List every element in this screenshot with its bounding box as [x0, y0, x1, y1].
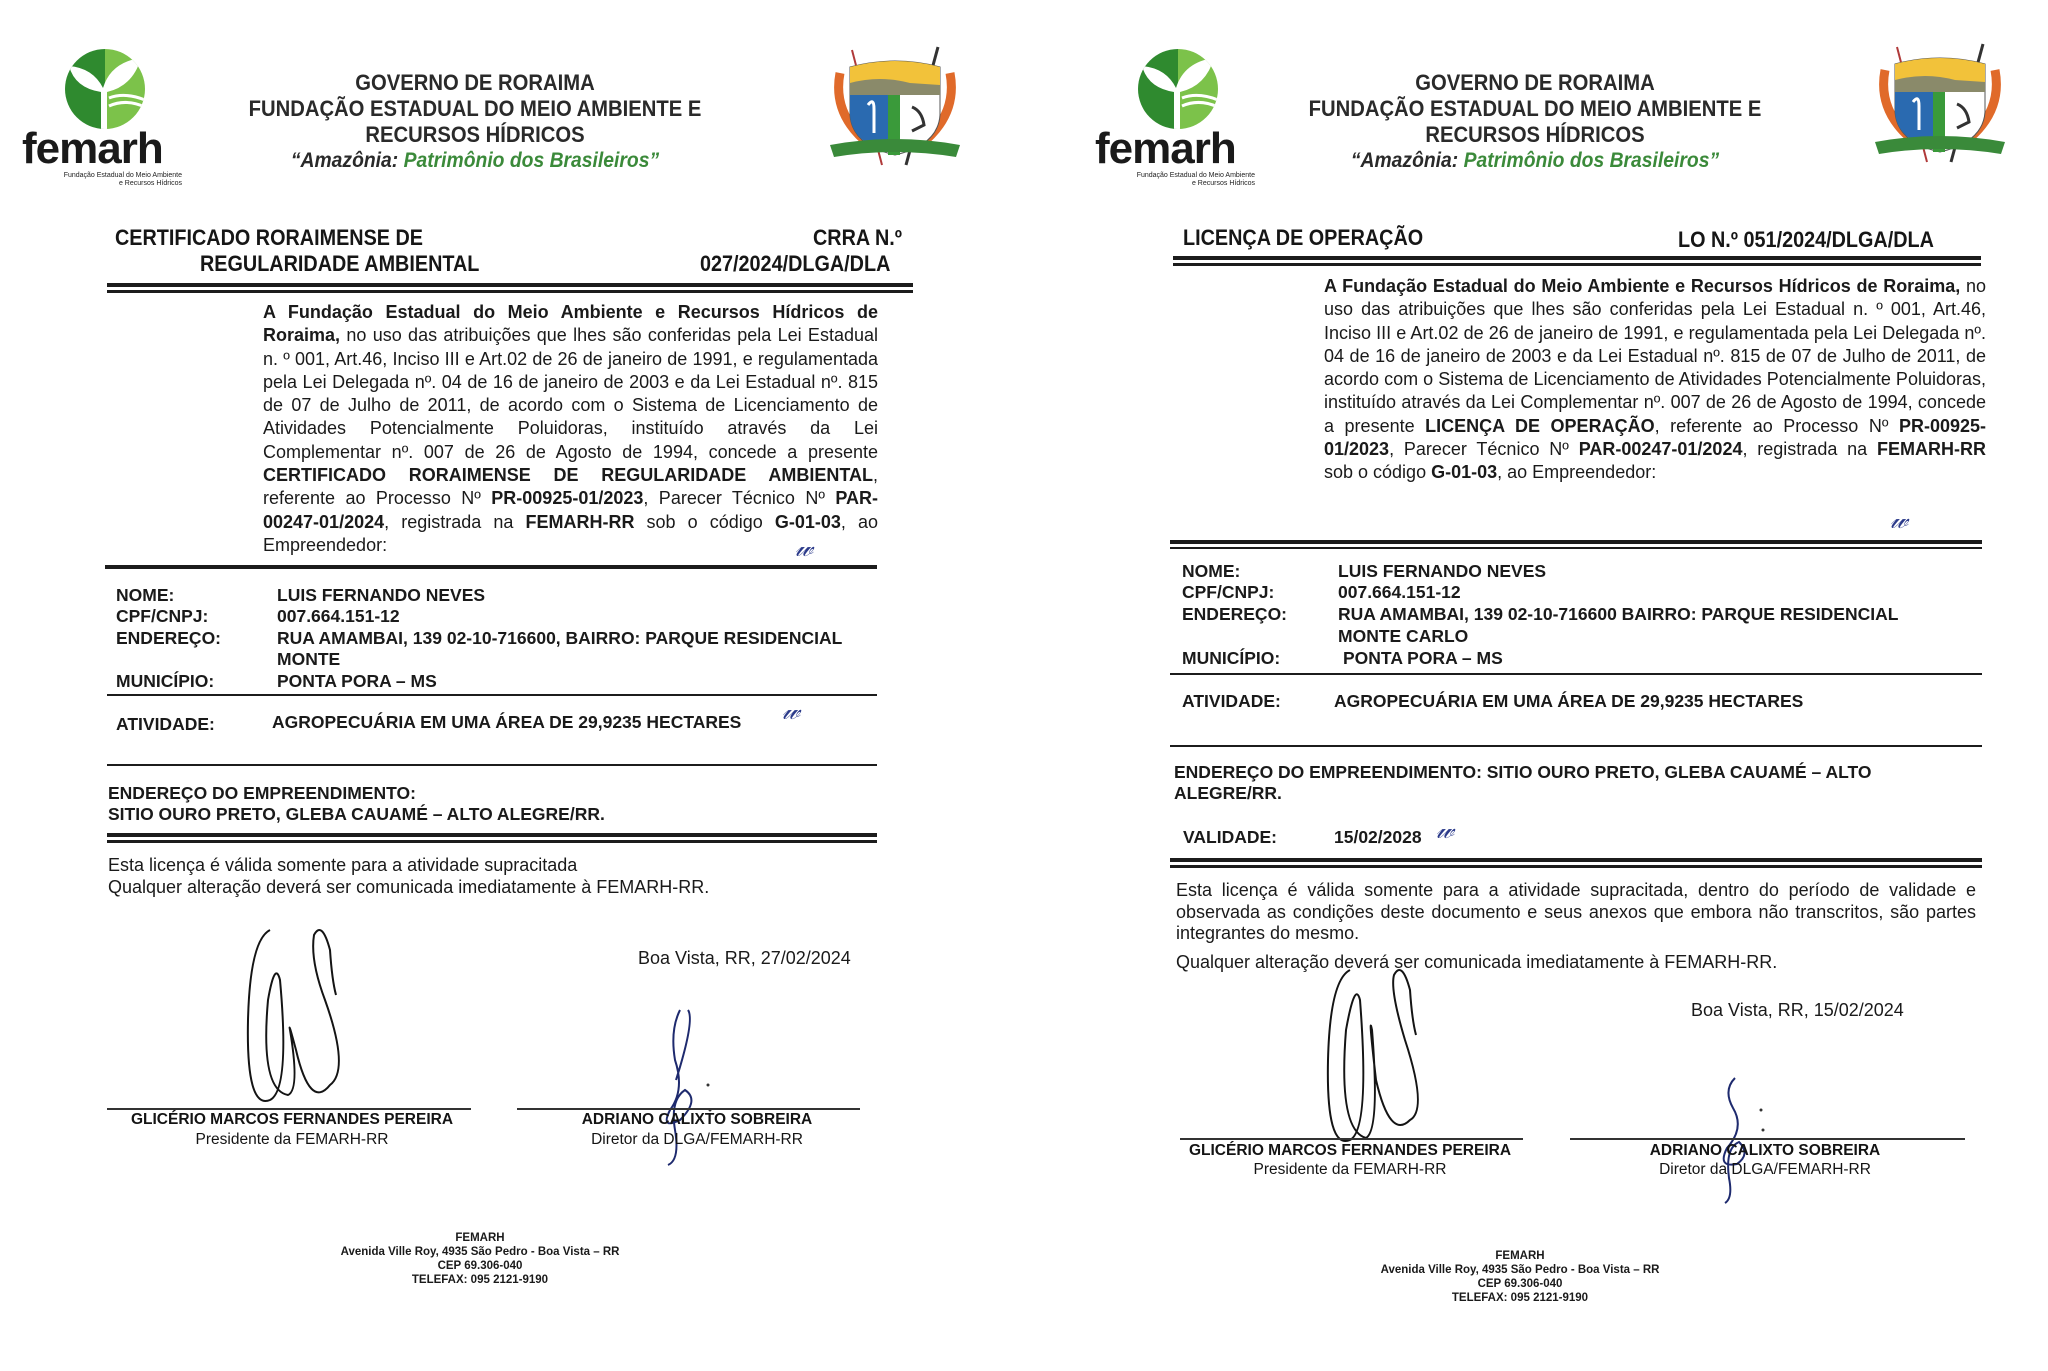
endereco-value-line-2: MONTE	[277, 649, 341, 669]
letterhead	[195, 70, 755, 174]
title-divider-top	[107, 283, 913, 287]
government-line: GOVERNO DE RORAIMA	[355, 70, 595, 95]
endereco-value-line-2: MONTE CARLO	[1338, 626, 1469, 646]
place-date: Boa Vista, RR, 15/02/2024	[1691, 1000, 1904, 1020]
nome-value: LUIS FERNANDO NEVES	[277, 585, 486, 605]
government-line: GOVERNO DE RORAIMA	[1415, 70, 1655, 95]
footer-contact	[280, 1231, 680, 1287]
footer-address: Avenida Ville Roy, 4935 São Pedro - Boa Vista – RR	[1380, 1264, 1660, 1276]
director-name: ADRIANO CALIXTO SOBREIRA	[581, 1111, 813, 1128]
director-signature-line	[517, 1108, 860, 1110]
fields-divider	[107, 694, 877, 696]
foundation-line: FUNDAÇÃO ESTADUAL DO MEIO AMBIENTE E	[1308, 96, 1762, 121]
certificate-number-label: CRRA N.º	[813, 225, 903, 250]
validity-divider-top	[1170, 858, 1982, 862]
footer-address: Avenida Ville Roy, 4935 São Pedro - Boa Vista – RR	[340, 1246, 620, 1258]
title-divider-bottom	[107, 290, 913, 293]
footer-contact	[1320, 1249, 1720, 1305]
municipio-value: PONTA PORA – MS	[277, 671, 437, 691]
president-role: Presidente da FEMARH-RR	[195, 1131, 389, 1148]
license-title: LICENÇA DE OPERAÇÃO	[1183, 225, 1424, 250]
address-divider-bottom	[107, 840, 877, 843]
empreendimento-line-2: ALEGRE/RR.	[1174, 783, 1282, 803]
president-name: GLICÉRIO MARCOS FERNANDES PEREIRA	[130, 1111, 454, 1128]
certificate-number: 027/2024/DLGA/DLA	[700, 251, 891, 276]
cpf-label: CPF/CNPJ:	[1182, 582, 1275, 602]
certificate-intro-paragraph: A Fundação Estadual do Meio Ambiente e Recursos Hídricos de Roraima, no uso das atribuições que lhes são conferidas pela Lei Estadual n. º 001, Art.46, Inciso III e Art.02 de 26 de janeiro de 1991, e regulamentada pela Lei Delegada nº. 04 de 16 de janeiro de 2003 e da Lei Estadual nº. 815 de 07 de Julho de 2011, de acordo com o Sistema de Licenciamento de Atividades Potencialmente Poluidoras, instituído através da Lei Complementar nº. 007 de 26 de Agosto de 1994, concede a presente CERTIFICADO RORAIMENSE DE REGULARIDADE AMBIENTAL, referente ao Processo Nº PR-00925-01/2023, Parecer Técnico Nº PAR-00247-01/2024, registrada na FEMARH-RR sob o código G-01-03, ao Empreendedor:	[263, 302, 878, 555]
footer-org: FEMARH	[455, 1232, 505, 1244]
empreendimento-line-1: ENDEREÇO DO EMPREENDIMENTO: SITIO OURO PRETO, GLEBA CAUAMÉ – ALTO	[1174, 762, 1872, 782]
president-signature-icon	[230, 920, 370, 1110]
atividade-value: AGROPECUÁRIA EM UMA ÁREA DE 29,9235 HECTARES	[1334, 691, 1804, 711]
atividade-value: AGROPECUÁRIA EM UMA ÁREA DE 29,9235 HECTARES	[272, 712, 742, 732]
foundation-line: FUNDAÇÃO ESTADUAL DO MEIO AMBIENTE E	[248, 96, 702, 121]
municipio-label: MUNICÍPIO:	[116, 671, 215, 691]
resources-line: RECURSOS HÍDRICOS	[365, 122, 585, 147]
fields-divider	[1170, 673, 1982, 675]
change-notice: Qualquer alteração deverá ser comunicada imediatamente à FEMARH-RR.	[1176, 952, 1778, 972]
certificate-document	[0, 0, 1000, 1371]
rubric-initial: 𝓌	[1890, 505, 1909, 535]
rubric-initial: 𝓌	[795, 533, 814, 563]
logo-wordmark: femarh	[22, 124, 163, 173]
director-role: Diretor da DLGA/FEMARH-RR	[591, 1131, 803, 1148]
change-notice: Qualquer alteração deverá ser comunicada imediatamente à FEMARH-RR.	[108, 877, 710, 897]
slogan: “Amazônia: Patrimônio dos Brasileiros”	[1350, 149, 1720, 172]
president-signature-line	[107, 1108, 471, 1110]
activity-divider	[1170, 745, 1982, 747]
footer-phone: TELEFAX: 095 2121-9190	[411, 1274, 549, 1286]
validity-note: Esta licença é válida somente para a atividade supracitada, dentro do período de validade e observada as condições deste documento e seus anexos que embora não transcritos, são partes integrantes do mesmo.	[1176, 880, 1976, 943]
logo-subtitle-line-2: e Recursos Hídricos	[118, 180, 182, 187]
validity-divider-bottom	[1170, 865, 1982, 868]
president-signature-line	[1180, 1138, 1523, 1140]
slogan: “Amazônia: Patrimônio dos Brasileiros”	[290, 149, 660, 172]
address-divider-top	[107, 833, 877, 837]
endereco-label: ENDEREÇO:	[1182, 604, 1288, 624]
director-role: Diretor da DLGA/FEMARH-RR	[1659, 1161, 1871, 1178]
license-document	[1060, 0, 2048, 1371]
license-intro-paragraph: A Fundação Estadual do Meio Ambiente e Recursos Hídricos de Roraima, no uso das atribuições que lhes são conferidas pela Lei Estadual n. º 001, Art.46, Inciso III e Art.02 de 26 de janeiro de 1991, e regulamentada pela Lei Delegada nº. 04 de 16 de janeiro de 2003 e da Lei Estadual nº. 815 de 07 de Julho de 2011, de acordo com o Sistema de Licenciamento de Atividades Potencialmente Poluidoras, instituído através da Lei Complementar nº. 007 de 26 de Agosto de 1994, concede a presente LICENÇA DE OPERAÇÃO, referente ao Processo Nº PR-00925-01/2023, Parecer Técnico Nº PAR-00247-01/2024, registrada na FEMARH-RR sob o código G-01-03, ao Empreendedor:	[1324, 276, 1986, 483]
director-signature-line	[1570, 1138, 1965, 1140]
empreendimento-value: SITIO OURO PRETO, GLEBA CAUAMÉ – ALTO ALEGRE/RR.	[108, 804, 605, 824]
president-signature-icon	[1310, 960, 1460, 1150]
cpf-value: 007.664.151-12	[277, 606, 400, 626]
president-name: GLICÉRIO MARCOS FERNANDES PEREIRA	[1188, 1142, 1512, 1159]
president-role: Presidente da FEMARH-RR	[1253, 1161, 1447, 1178]
nome-label: NOME:	[1182, 561, 1241, 581]
logo-subtitle	[1095, 172, 1255, 188]
logo-wordmark: femarh	[1095, 124, 1236, 173]
place-date: Boa Vista, RR, 27/02/2024	[638, 948, 851, 968]
section-divider	[1170, 540, 1982, 544]
footer-phone: TELEFAX: 095 2121-9190	[1451, 1292, 1589, 1304]
nome-value: LUIS FERNANDO NEVES	[1338, 561, 1547, 581]
atividade-label: ATIVIDADE:	[1182, 691, 1281, 711]
atividade-label: ATIVIDADE:	[116, 714, 215, 734]
rubric-initial: 𝓌	[1436, 815, 1455, 845]
letterhead	[1255, 70, 1815, 174]
nome-label: NOME:	[116, 585, 175, 605]
resources-line: RECURSOS HÍDRICOS	[1425, 122, 1645, 147]
rubric-initial: 𝓌	[782, 696, 801, 726]
footer-org: FEMARH	[1495, 1250, 1545, 1262]
validade-value: 15/02/2028	[1334, 827, 1422, 847]
logo-subtitle-line-1: Fundação Estadual do Meio Ambiente	[63, 172, 182, 179]
roraima-coat-of-arms-icon	[1865, 42, 2015, 172]
section-divider	[105, 565, 877, 569]
certificate-title-line-2: REGULARIDADE AMBIENTAL	[200, 251, 480, 276]
cpf-label: CPF/CNPJ:	[116, 606, 209, 626]
logo-subtitle	[22, 172, 182, 188]
femarh-leaf-logo-icon	[1128, 48, 1228, 130]
logo-subtitle-line-1: Fundação Estadual do Meio Ambiente	[1136, 172, 1255, 179]
title-divider-top	[1173, 256, 1981, 260]
municipio-value: PONTA PORA – MS	[1343, 648, 1503, 668]
footer-cep: CEP 69.306-040	[437, 1260, 523, 1272]
endereco-value-line-1: RUA AMAMBAI, 139 02-10-716600, BAIRRO: PARQUE RESIDENCIAL	[277, 628, 843, 648]
title-divider-bottom	[1173, 263, 1981, 266]
empreendimento-label: ENDEREÇO DO EMPREENDIMENTO:	[108, 783, 416, 803]
femarh-logo	[22, 48, 192, 193]
section-divider-thin	[1170, 547, 1982, 549]
endereco-value-line-1: RUA AMAMBAI, 139 02-10-716600 BAIRRO: PARQUE RESIDENCIAL	[1338, 604, 1899, 624]
footer-cep: CEP 69.306-040	[1477, 1278, 1563, 1290]
cpf-value: 007.664.151-12	[1338, 582, 1461, 602]
activity-divider	[107, 764, 877, 766]
femarh-logo	[1095, 48, 1265, 193]
validity-note: Esta licença é válida somente para a atividade supracitada	[108, 855, 578, 875]
endereco-label: ENDEREÇO:	[116, 628, 222, 648]
logo-subtitle-line-2: e Recursos Hídricos	[1191, 180, 1255, 187]
femarh-leaf-logo-icon	[55, 48, 155, 130]
roraima-coat-of-arms-icon	[820, 45, 970, 175]
license-number: LO N.º 051/2024/DLGA/DLA	[1678, 227, 1934, 252]
certificate-title-line-1: CERTIFICADO RORAIMENSE DE	[115, 225, 424, 250]
director-name: ADRIANO CALIXTO SOBREIRA	[1649, 1142, 1881, 1159]
validade-label: VALIDADE:	[1183, 827, 1277, 847]
municipio-label: MUNICÍPIO:	[1182, 648, 1281, 668]
